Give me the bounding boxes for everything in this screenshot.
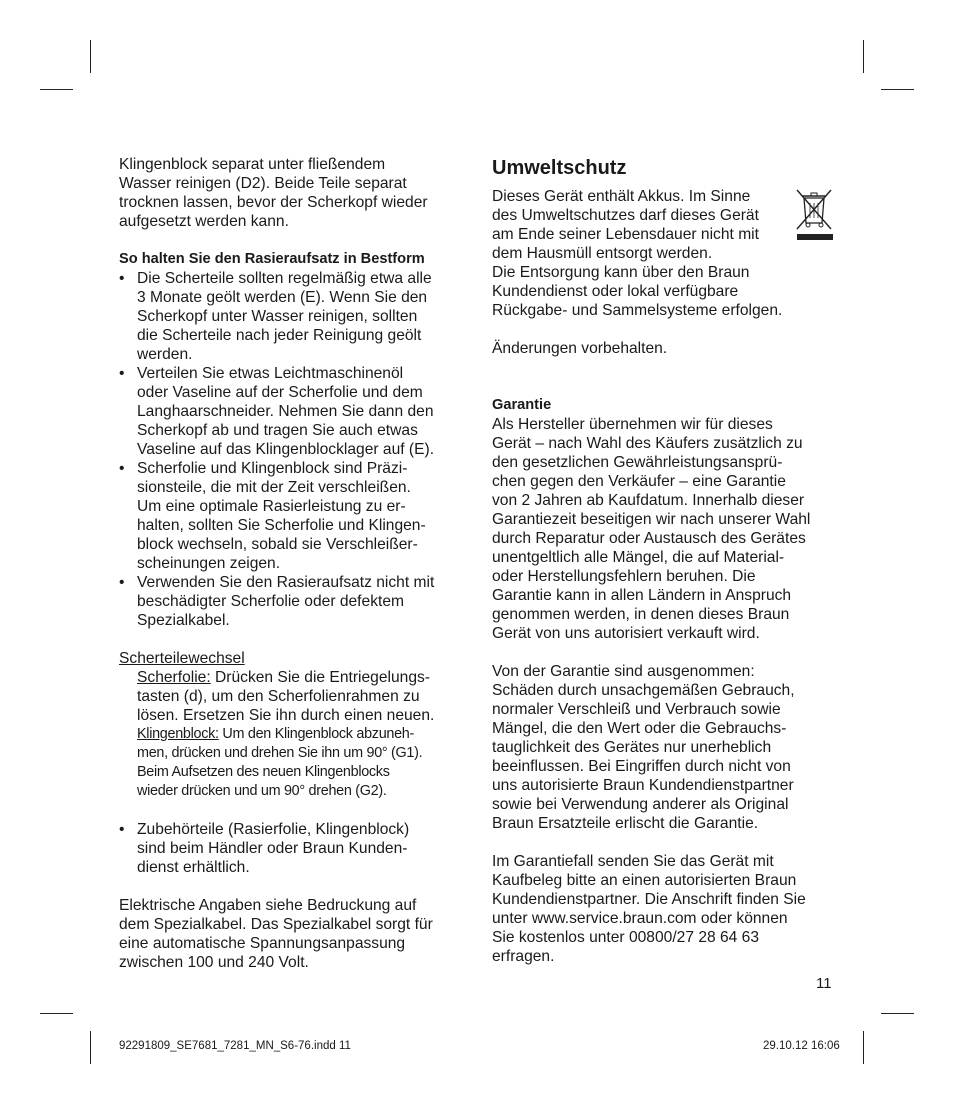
footer-filename: 92291809_SE7681_7281_MN_S6-76.indd 11 — [119, 1040, 351, 1052]
intro-paragraph: Klingenblock separat unter fließendem Wasser reinigen (D2). Beide Teile separat trocknen lassen, bevor der Scherkopf wieder aufgesetzt werden kann. — [119, 156, 428, 230]
crop-mark — [881, 1013, 914, 1014]
crop-mark — [863, 40, 864, 73]
warranty-paragraph-2: Von der Garantie sind ausgenommen: Schäden durch unsachgemäßen Gebrauch, normaler Verschleiß und Verbrauch sowie Mängel, die den Wert oder die Gebrauchs- tauglichkeit des Gerätes nur unerheblich beeinflussen. Bei Eingriffen durch nicht von uns autorisierte Braun Kundendienstpartner sowie bei Verwendung anderer als Original Braun Ersatzteile erlischt die Garantie. — [492, 663, 795, 832]
crop-mark — [881, 89, 914, 90]
list-item: • Verteilen Sie etwas Leichtmaschinenöl oder Vaseline auf der Scherfolie und dem Langhaarschneider. Nehmen Sie dann den Scherkopf ab und tragen Sie auch etwas Vaseline auf das Klingenblocklager auf (E). — [119, 364, 469, 459]
crop-mark — [40, 1013, 73, 1014]
crop-mark — [90, 1031, 91, 1064]
crop-mark — [40, 89, 73, 90]
crop-mark — [863, 1031, 864, 1064]
electrical-paragraph: Elektrische Angaben siehe Bedruckung auf dem Spezialkabel. Das Spezialkabel sorgt für eine automatische Spannungsanpassung zwischen 100 und 240 Volt. — [119, 897, 433, 971]
list-item: • Die Scherteile sollten regelmäßig etwa alle 3 Monate geölt werden (E). Wenn Sie den Scherkopf unter Wasser reinigen, sollten die Scherteile nach jeder Reinigung geölt werden. — [119, 269, 469, 364]
foil-instructions: Scherfolie: Drücken Sie die Entriegelungs- tasten (d), um den Scherfolienrahmen zu lösen. Ersetzen Sie ihn durch einen neuen. — [137, 669, 435, 724]
block-label: Klingenblock: — [137, 726, 219, 742]
right-column — [492, 155, 842, 966]
env-paragraph: Dieses Gerät enthält Akkus. Im Sinne des Umweltschutzes darf dieses Gerät am Ende seiner Lebensdauer nicht mit dem Hausmüll entsorgt werden. Die Entsorgung kann über den Braun Kundendienst oder lokal verfügbare Rückgabe- und Sammelsysteme erfolgen. — [492, 188, 783, 319]
page-number: 11 — [816, 975, 832, 992]
warranty-paragraph-3: Im Garantiefall senden Sie das Gerät mit Kaufbeleg bitte an einen autorisierten Braun Kundendienstpartner. Die Anschrift finden Sie unter www.service.braun.com oder können Sie kostenlos unter 00800/27 28 64 63 erfragen. — [492, 853, 806, 965]
footer-date: 29.10.12 16:06 — [763, 1040, 840, 1052]
block-instructions: Klingenblock: Um den Klingenblock abzuneh- men, drücken und drehen Sie ihn um 90° (G1). Beim Aufsetzen des neuen Klingenblocks wieder drücken und um 90° drehen (G2). — [137, 726, 423, 799]
warranty-heading: Garantie — [492, 397, 552, 413]
care-heading: So halten Sie den Rasieraufsatz in Bestform — [119, 251, 425, 267]
list-item: • Zubehörteile (Rasierfolie, Klingenblock) sind beim Händler oder Braun Kunden- dienst erhältlich. — [119, 820, 469, 877]
crossed-out-wheelie-bin-icon — [794, 187, 834, 247]
env-heading: Umweltschutz — [492, 157, 627, 179]
list-item: • Scherfolie und Klingenblock sind Präzi- sionsteile, die mit der Zeit verschleißen. Um eine optimale Rasierleistung zu er- halten, sollten Sie Scherfolie und Klingen- block wechseln, sobald sie Verschleißer- scheinungen zeigen. — [119, 459, 469, 573]
foil-label: Scherfolie: — [137, 669, 211, 686]
care-list — [119, 269, 469, 630]
crop-mark — [90, 40, 91, 73]
warranty-paragraph-1: Als Hersteller übernehmen wir für dieses Gerät – nach Wahl des Käufers zusätzlich zu den gesetzlichen Gewährleistungsansprü- chen gegen den Verkäufer – eine Garantie von 2 Jahren ab Kaufdatum. Innerhalb dieser Garantiezeit beseitigen wir nach unserer Wahl durch Reparatur oder Austausch des Gerätes unentgeltlich alle Mängel, die auf Material- oder Herstellungsfehlern beruhen. Die Garantie kann in allen Ländern in Anspruch genommen werden, in denen dieses Braun Gerät von uns autorisiert verkauft wird. — [492, 416, 811, 642]
env-section — [492, 187, 842, 320]
list-item: • Verwenden Sie den Rasieraufsatz nicht mit beschädigter Scherfolie oder defektem Spezialkabel. — [119, 573, 469, 630]
left-column — [119, 155, 469, 972]
accessory-list — [119, 820, 469, 877]
changes-note: Änderungen vorbehalten. — [492, 340, 668, 357]
replace-heading: Scherteilewechsel — [119, 650, 245, 667]
